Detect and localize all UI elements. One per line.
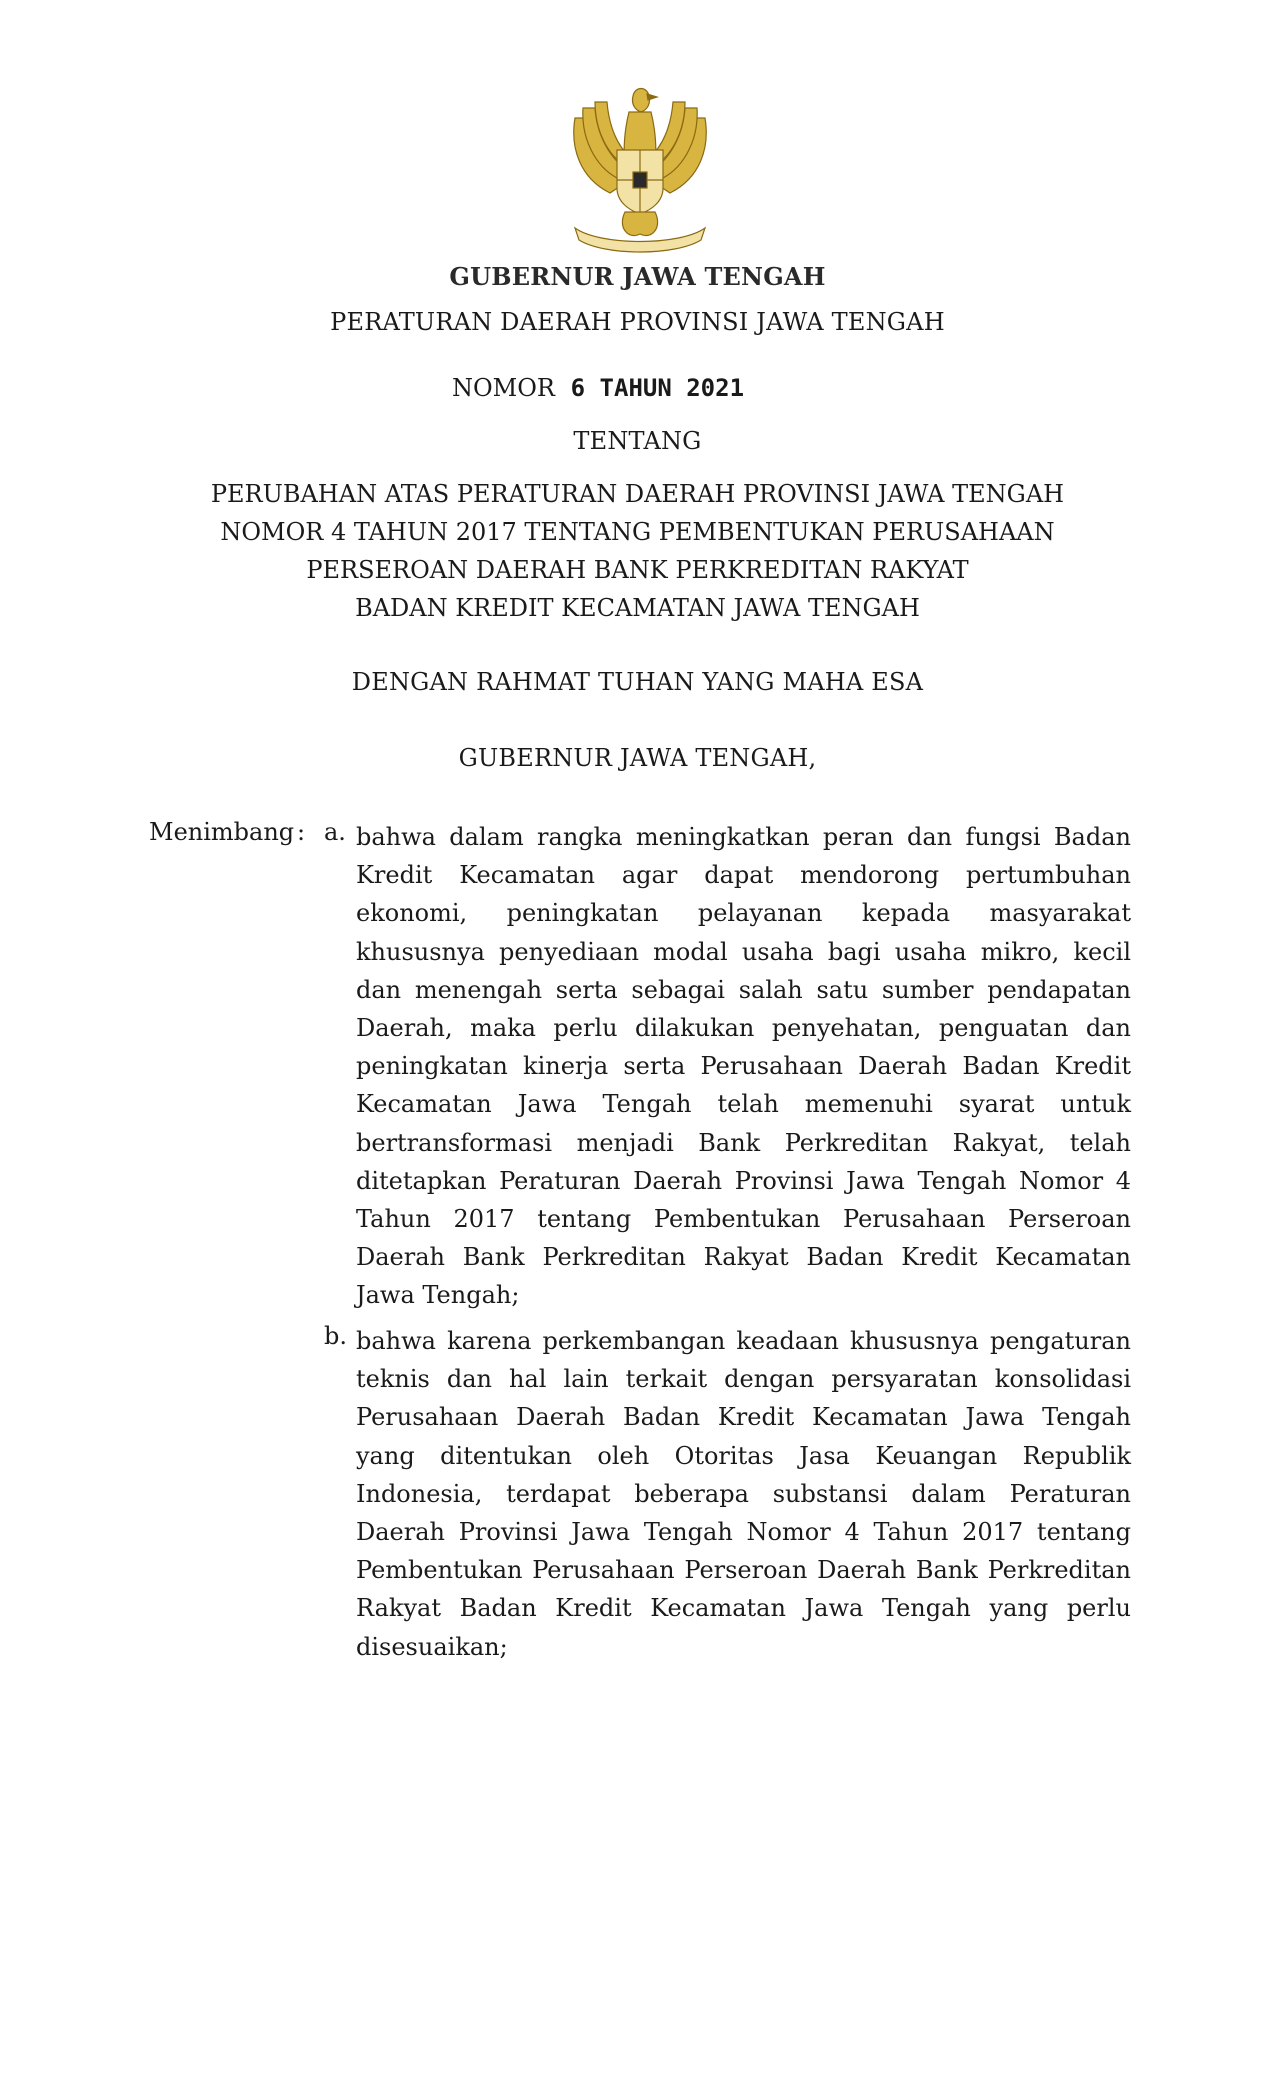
title-line: BADAN KREDIT KECAMATAN JAWA TENGAH bbox=[355, 594, 920, 622]
menimbang-colon: : bbox=[297, 818, 306, 846]
title-line: NOMOR 4 TAHUN 2017 TENTANG PEMBENTUKAN PERUSAHAAN bbox=[220, 518, 1055, 546]
item-letter-b: b. bbox=[324, 1322, 347, 1350]
governor-address: GUBERNUR JAWA TENGAH, bbox=[458, 744, 817, 772]
regulation-number bbox=[452, 374, 744, 402]
title-line: PERUBAHAN ATAS PERATURAN DAERAH PROVINSI JAWA TENGAH bbox=[210, 480, 1065, 508]
regulation-type: PERATURAN DAERAH PROVINSI JAWA TENGAH bbox=[330, 308, 945, 336]
garuda-pancasila-emblem-icon bbox=[555, 78, 725, 258]
tentang-label: TENTANG bbox=[573, 427, 702, 455]
title-line: PERSEROAN DAERAH BANK PERKREDITAN RAKYAT bbox=[306, 556, 969, 584]
nomor-label: NOMOR bbox=[452, 374, 555, 402]
menimbang-item-b: bahwa karena perkembangan keadaan khususnya pengaturan teknis dan hal lain terkait dengan persyaratan konsolidasi Perusahaan Daerah Badan Kredit Kecamatan Jawa Tengah yang ditentukan oleh Otoritas Jasa Keuangan Republik Indonesia, terdapat beberapa substansi dalam Peraturan Daerah Provinsi Jawa Tengah Nomor 4 Tahun 2017 tentang Pembentukan Perusahaan Perseroan Daerah Bank Perkreditan Rakyat Badan Kredit Kecamatan Jawa Tengah yang perlu disesuaikan; bbox=[356, 1327, 1131, 1661]
blessing-line: DENGAN RAHMAT TUHAN YANG MAHA ESA bbox=[351, 668, 924, 696]
nomor-value: 6 TAHUN 2021 bbox=[570, 374, 745, 402]
menimbang-label: Menimbang bbox=[149, 818, 295, 846]
governor-title: GUBERNUR JAWA TENGAH bbox=[449, 262, 826, 291]
menimbang-item-a: bahwa dalam rangka meningkatkan peran dan fungsi Badan Kredit Kecamatan agar dapat mendorong pertumbuhan ekonomi, peningkatan pelayanan kepada masyarakat khususnya penyediaan modal usaha bagi usaha mikro, kecil dan menengah serta sebagai salah satu sumber pendapatan Daerah, maka perlu dilakukan penyehatan, penguatan dan peningkatan kinerja serta Perusahaan Daerah Badan Kredit Kecamatan Jawa Tengah telah memenuhi syarat untuk bertransformasi menjadi Bank Perkreditan Rakyat, telah ditetapkan Peraturan Daerah Provinsi Jawa Tengah Nomor 4 Tahun 2017 tentang Pembentukan Perusahaan Perseroan Daerah Bank Perkreditan Rakyat Badan Kredit Kecamatan Jawa Tengah; bbox=[356, 823, 1131, 1310]
regulation-title bbox=[0, 475, 1275, 627]
item-letter-a: a. bbox=[324, 818, 346, 846]
